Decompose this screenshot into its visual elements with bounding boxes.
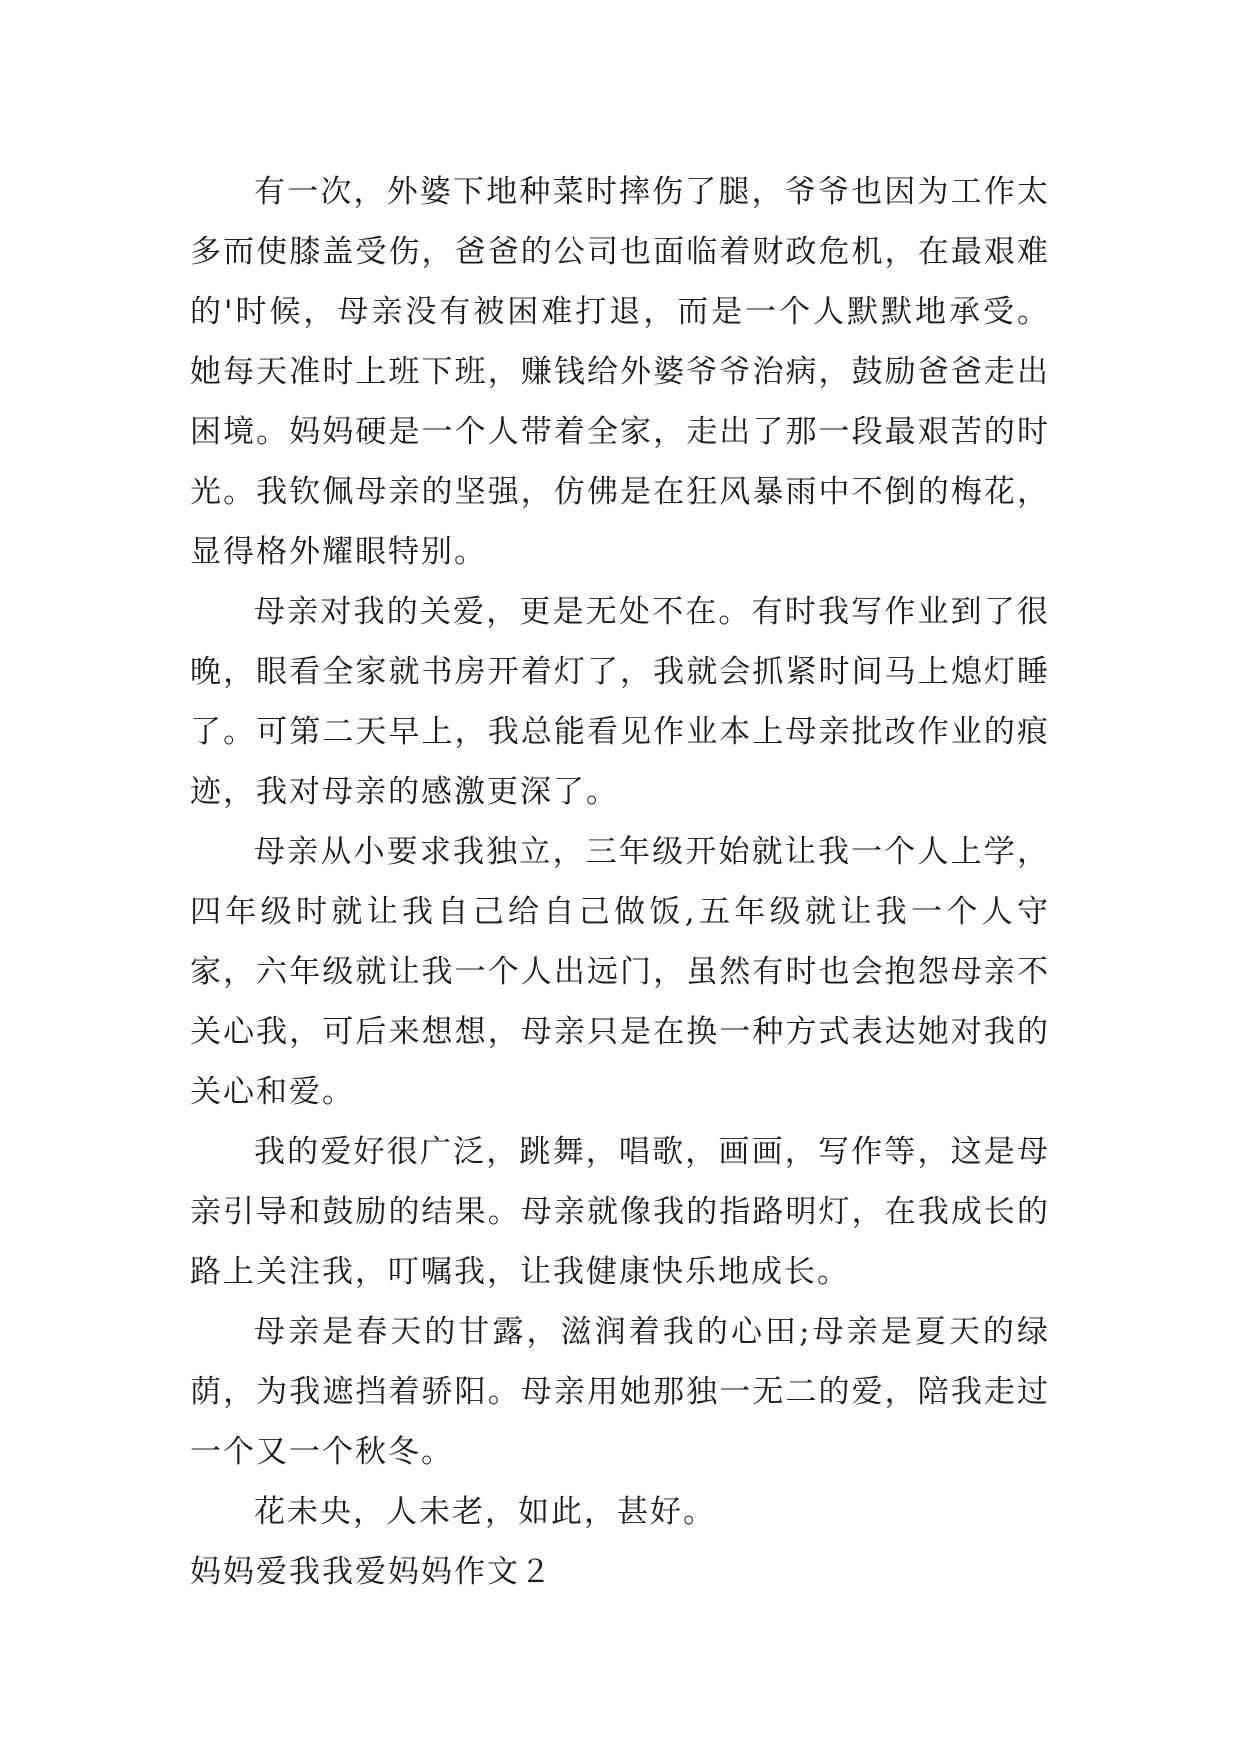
- paragraph-closing: 花未央，人未老，如此，甚好。: [254, 1494, 716, 1530]
- paragraph-hardship: 有一次，外婆下地种菜时摔伤了腿，爷爷也因为工作太多而使膝盖受伤，爸爸的公司也面临着财政危机，在最艰难的'时候，母亲没有被困难打退，而是一个人默默地承受。她每天准时上班下班，赚钱给外婆爷爷治病，鼓励爸爸走出困境。妈妈硬是一个人带着全家，走出了那一段最艰苦的时光。我钦佩母亲的坚强，仿佛是在狂风暴雨中不倒的梅花，显得格外耀眼特别。: [190, 174, 1050, 570]
- paragraph-seasons: 母亲是春天的甘露，滋润着我的心田;母亲是夏天的绿荫，为我遮挡着骄阳。母亲用她那独一无二的爱，陪我走过一个又一个秋冬。: [190, 1314, 1050, 1470]
- paragraph-care: 母亲对我的关爱，更是无处不在。有时我写作业到了很晚，眼看全家就书房开着灯了，我就会抓紧时间马上熄灯睡了。可第二天早上，我总能看见作业本上母亲批改作业的痕迹，我对母亲的感激更深了。: [190, 594, 1050, 810]
- document-body: [190, 162, 1050, 1602]
- paragraph-hobbies: 我的爱好很广泛，跳舞，唱歌，画画，写作等，这是母亲引导和鼓励的结果。母亲就像我的指路明灯，在我成长的路上关注我，叮嘱我，让我健康快乐地成长。: [190, 1134, 1050, 1290]
- essay-title: 妈妈爱我我爱妈妈作文２: [190, 1554, 553, 1590]
- paragraph-independence: 母亲从小要求我独立，三年级开始就让我一个人上学，四年级时就让我自己给自己做饭,五年级就让我一个人守家，六年级就让我一个人出远门，虽然有时也会抱怨母亲不关心我，可后来想想，母亲只是在换一种方式表达她对我的关心和爱。: [190, 834, 1050, 1110]
